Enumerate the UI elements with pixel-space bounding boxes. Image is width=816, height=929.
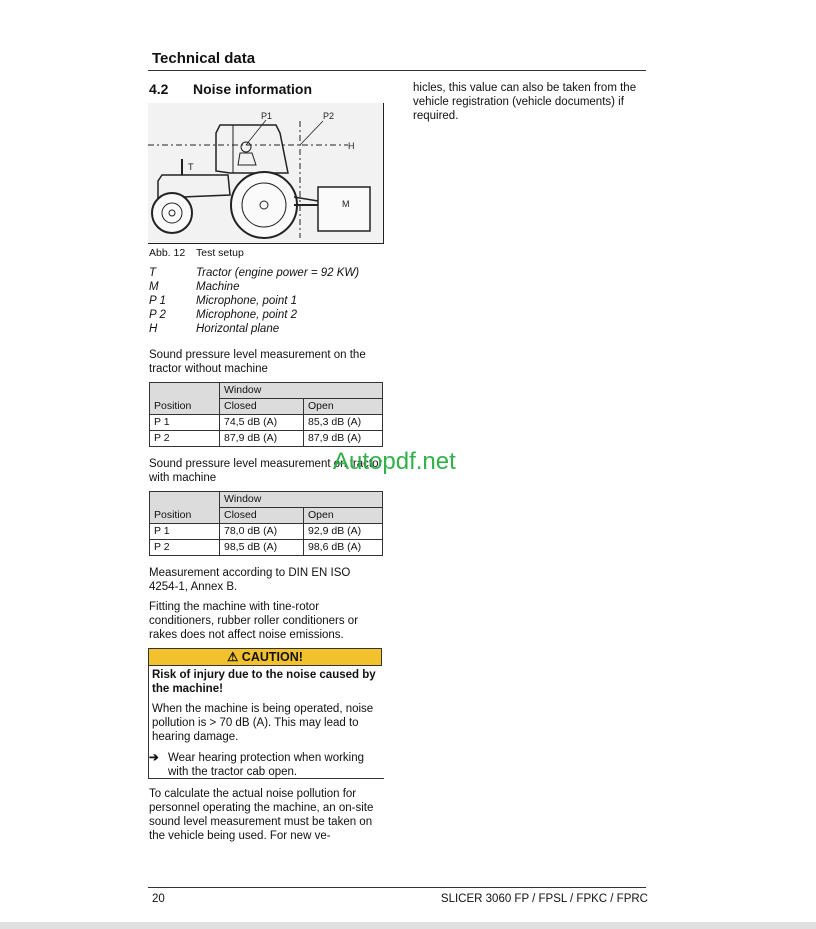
caution-text: When the machine is being operated, noise pollution is > 70 dB (A). This may lead to hearing damage. [152,703,374,743]
table-cell: 98,5 dB (A) [220,540,304,556]
table-row [150,524,383,540]
page-header-title: Technical data [152,50,256,67]
intro-without-machine: Sound pressure level measurement on the tractor without machine [149,349,366,375]
legend-key: H [149,323,158,335]
legend-text: Machine [196,281,240,293]
table-cell: P 2 [150,431,220,447]
table-cell: 74,5 dB (A) [220,415,304,431]
table-cell: P 1 [150,524,220,540]
table-header-open: Open [304,508,383,524]
legend-item [149,322,359,336]
table-cell: P 1 [150,415,220,431]
legend-text: Horizontal plane [196,323,280,335]
table-header-position: Position [150,492,220,524]
table-row [150,415,383,431]
header-divider [148,70,646,71]
caution-banner [148,648,382,666]
fitting-note: Fitting the machine with tine-rotor conditioners, rubber roller conditioners or rakes does not affect noise emissions. [149,601,359,641]
measurement-note: Measurement according to DIN EN ISO 4254-1, Annex B. [149,567,351,593]
table-header-open: Open [304,399,383,415]
tractor-diagram [148,103,383,243]
action-arrow-icon: ➔ [149,752,159,764]
table-header-position: Position [150,383,220,415]
legend-item [149,266,359,280]
caution-action: Wear hearing protection when working with the tractor cab open. [168,752,365,778]
table-cell: 92,9 dB (A) [304,524,383,540]
p2-leader [300,121,323,145]
table-header-window: Window [220,383,383,399]
legend-text: Microphone, point 1 [196,295,298,307]
footer-model: SLICER 3060 FP / FPSL / FPKC / FPRC [440,893,648,905]
rear-wheel [231,172,297,238]
table-cell: 78,0 dB (A) [220,524,304,540]
caution-heading: Risk of injury due to the noise caused by the machine! [152,669,376,695]
label-p2: P2 [323,111,335,121]
table-header-closed: Closed [220,399,304,415]
test-setup-figure [148,103,384,244]
table-cell: 98,6 dB (A) [304,540,383,556]
legend-key: P 1 [149,295,166,307]
legend-text: Microphone, point 2 [196,309,298,321]
label-p1: P1 [261,111,273,121]
section-number: 4.2 [149,81,169,97]
tractor-cab [216,125,288,173]
legend-key: M [149,281,159,293]
caution-bottom-border [148,778,384,779]
table-cell: 87,9 dB (A) [304,431,383,447]
closing-text: To calculate the actual noise pollution for personnel operating the machine, an on-site sound level measurement must be taken on the vehicle being used. For new ve- [149,788,374,842]
noise-table-without-machine [149,382,383,447]
label-t: T [188,162,194,172]
caution-label: CAUTION! [241,650,303,664]
caption-text: Test setup [196,247,244,259]
operator-body [238,153,256,165]
legend-key: T [149,267,157,279]
figure-caption [149,247,244,259]
warning-triangle-icon: ⚠ [227,650,239,664]
legend-key: P 2 [149,309,166,321]
footer-divider [148,887,646,888]
label-h: H [348,141,355,151]
table-cell: 85,3 dB (A) [304,415,383,431]
label-m: M [342,199,350,209]
table-cell: 87,9 dB (A) [220,431,304,447]
noise-table-with-machine [149,491,383,556]
watermark: Autopdf.net [333,448,456,475]
table-row [150,431,383,447]
page-number: 20 [152,893,165,905]
front-wheel [152,193,192,233]
legend-item [149,280,359,294]
table-row [150,540,383,556]
legend-item [149,294,359,308]
table-header-window: Window [220,492,383,508]
figure-legend [149,266,359,336]
operator-head [241,142,251,152]
machine-box [318,187,370,231]
table-header-closed: Closed [220,508,304,524]
section-title: Noise information [193,81,313,97]
caption-number: Abb. 12 [149,247,186,259]
p1-leader [246,120,266,145]
page-bottom-strip [0,922,816,929]
intro-with-machine: Sound pressure level measurement on tractor with machine [149,458,383,484]
right-column-text: hicles, this value can also be taken from the vehicle registration (vehicle documents) if required. [413,82,637,122]
legend-text: Tractor (engine power = 92 KW) [196,267,360,279]
table-cell: P 2 [150,540,220,556]
legend-item [149,308,359,322]
